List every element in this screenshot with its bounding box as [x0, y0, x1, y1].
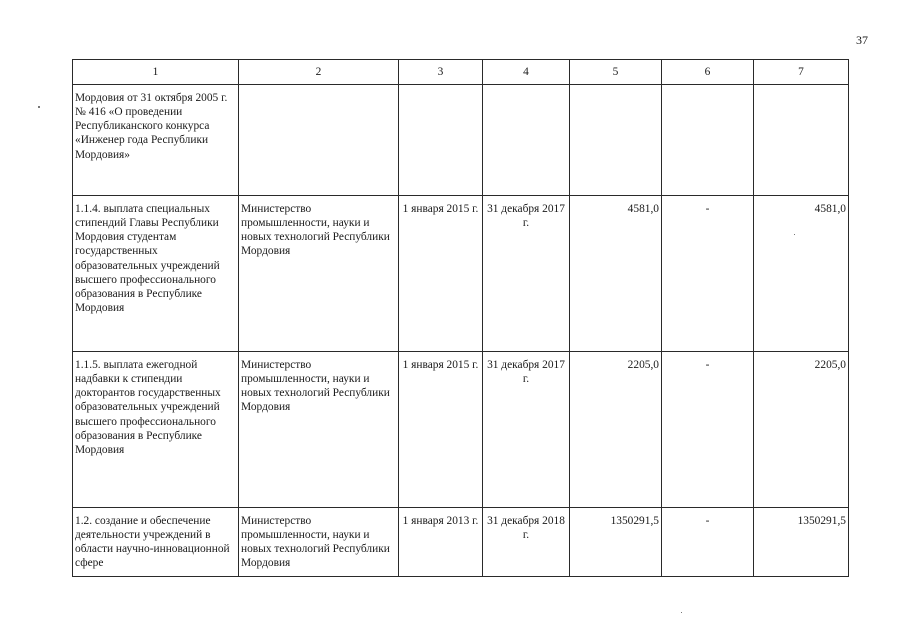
column-header: 2 [239, 60, 399, 85]
table-row [73, 196, 849, 352]
amount-cell: 1350291,5 [570, 508, 662, 577]
scan-speck [681, 612, 682, 613]
start-date-cell [399, 85, 483, 196]
page-number: 37 [856, 33, 868, 47]
column-header: 6 [662, 60, 754, 85]
header-row [73, 60, 849, 85]
end-date-cell: 31 декабря 2017 г. [483, 196, 570, 352]
column-header: 7 [754, 60, 849, 85]
amount-cell: 4581,0 [570, 196, 662, 352]
executor-cell: Министерство промышленности, науки и новых технологий Республики Мордовия [239, 352, 399, 508]
amount-cell: 2205,0 [570, 352, 662, 508]
amount-cell: - [662, 196, 754, 352]
table-row [73, 85, 849, 196]
amount-cell [754, 85, 849, 196]
amount-cell: 1350291,5 [754, 508, 849, 577]
column-header: 5 [570, 60, 662, 85]
amount-cell: - [662, 352, 754, 508]
start-date-cell: 1 января 2015 г. [399, 196, 483, 352]
measure-name-cell: 1.1.4. выплата специальных стипендий Главы Республики Мордовия студентам государственных образовательных учреждений высшего профессионального образования в Республике Мордовия [73, 196, 239, 352]
end-date-cell: 31 декабря 2018 г. [483, 508, 570, 577]
measure-name-cell: 1.1.5. выплата ежегодной надбавки к стипендии докторантов государственных образовательных учреждений высшего профессионального образования в Республике Мордовия [73, 352, 239, 508]
measure-name-cell: Мордовия от 31 октября 2005 г. № 416 «О проведении Республиканского конкурса «Инженер года Республики Мордовия» [73, 85, 239, 196]
amount-cell: 4581,0 [754, 196, 849, 352]
amount-cell: - [662, 508, 754, 577]
table-row [73, 352, 849, 508]
scan-speck [38, 106, 40, 108]
column-header: 3 [399, 60, 483, 85]
table-row [73, 508, 849, 577]
amount-cell: 2205,0 [754, 352, 849, 508]
end-date-cell [483, 85, 570, 196]
column-header: 1 [73, 60, 239, 85]
start-date-cell: 1 января 2013 г. [399, 508, 483, 577]
executor-cell [239, 85, 399, 196]
executor-cell: Министерство промышленности, науки и новых технологий Республики Мордовия [239, 508, 399, 577]
start-date-cell: 1 января 2015 г. [399, 352, 483, 508]
column-header: 4 [483, 60, 570, 85]
measure-name-cell: 1.2. создание и обеспечение деятельности учреждений в области научно-инновационной сфере [73, 508, 239, 577]
amount-cell [570, 85, 662, 196]
program-measures-table [72, 59, 849, 577]
end-date-cell: 31 декабря 2017 г. [483, 352, 570, 508]
executor-cell: Министерство промышленности, науки и новых технологий Республики Мордовия [239, 196, 399, 352]
amount-cell [662, 85, 754, 196]
